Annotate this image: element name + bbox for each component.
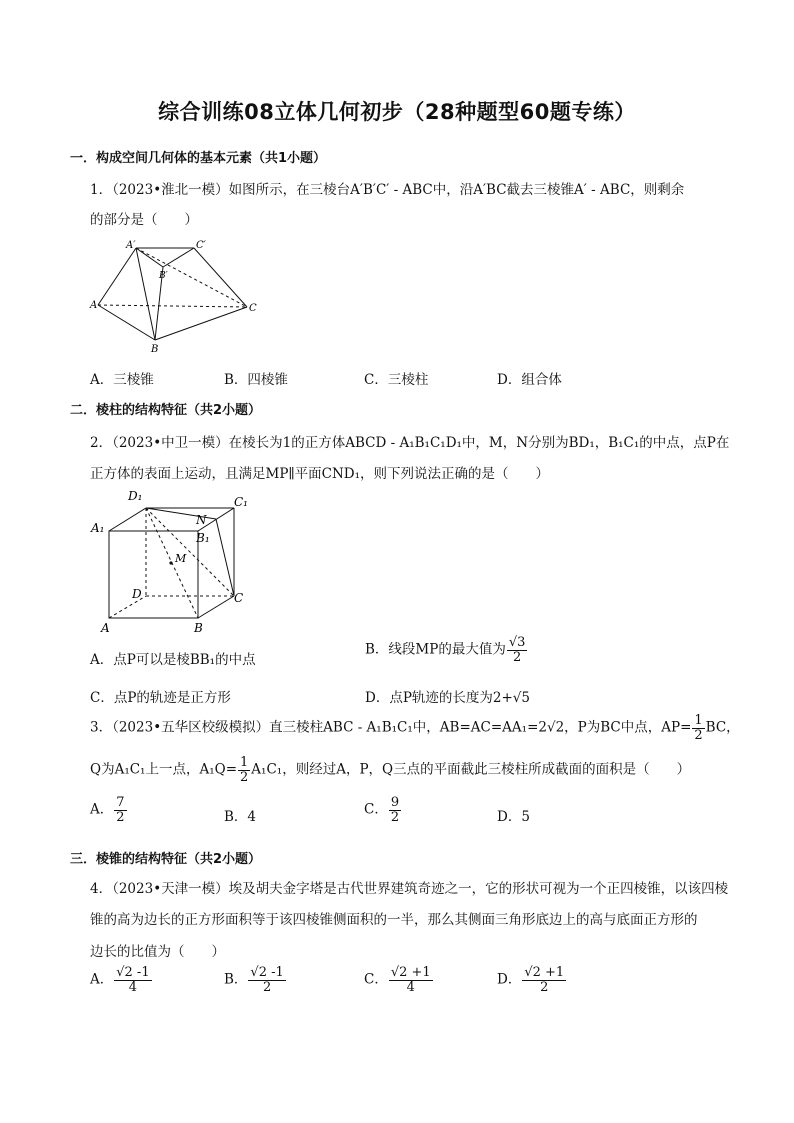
q1-fig-label-A: A — [90, 300, 98, 311]
q4-option-c — [364, 966, 434, 994]
q3-option-c-denominator: 2 — [390, 809, 400, 825]
q3-option-c — [364, 796, 402, 824]
q2-fig-label-A1: A₁ — [91, 521, 105, 535]
q4-option-d-label: D． — [497, 971, 522, 988]
q4-option-c-fraction — [389, 966, 433, 994]
q3-option-a — [90, 796, 128, 824]
q4-line-2: 锥的高为边长的正方形面积等于该四棱锥侧面积的一半，那么其侧面三角形底边上的高与底面正方形的 — [90, 912, 698, 928]
q4-option-c-numerator: √2 +1 — [390, 965, 431, 980]
q3-option-c-fraction — [389, 796, 401, 824]
q1-option-d: D．组合体 — [497, 372, 562, 388]
q4-option-d-denominator: 2 — [540, 979, 549, 995]
q3-line-1 — [90, 714, 740, 742]
q4-option-a-label: A． — [90, 971, 114, 988]
q3-line-1-tail: BC， — [705, 719, 740, 736]
section-heading-1: 一．构成空间几何体的基本元素（共1小题） — [70, 151, 327, 166]
q3-line-2-fraction — [238, 756, 250, 784]
q3-option-a-label: A． — [90, 801, 114, 818]
q4-option-a-fraction — [114, 966, 151, 994]
q3-option-c-numerator: 9 — [390, 795, 400, 810]
q4-option-b-numerator: √2 -1 — [250, 965, 284, 980]
q3-line-2-denominator: 2 — [240, 769, 249, 785]
q2-line-2: 正方体的表面上运动，且满足MP∥平面CND₁，则下列说法正确的是（ ） — [90, 466, 550, 482]
section-heading-3: 三．棱锥的结构特征（共2小题） — [70, 852, 262, 867]
q1-fig-label-B: B — [151, 344, 159, 355]
q3-line-1-fraction — [692, 714, 704, 742]
q4-option-c-label: C． — [364, 971, 388, 988]
q4-option-d — [497, 966, 567, 994]
q2-option-c: C．点P的轨迹是正方形 — [90, 690, 231, 706]
q3-option-a-fraction — [114, 796, 126, 824]
q2-option-b — [365, 636, 528, 664]
q1-line-2: 的部分是（ ） — [90, 212, 198, 228]
q2-fig-label-D1: D₁ — [128, 489, 143, 503]
q1-option-a: A．三棱锥 — [90, 372, 154, 388]
q3-option-a-numerator: 7 — [116, 795, 125, 810]
section-heading-2: 二．棱柱的结构特征（共2小题） — [70, 403, 262, 418]
q1-fig-label-C: C — [249, 303, 257, 314]
q2-fig-label-A: A — [101, 621, 110, 635]
q2-option-b-numerator: √3 — [508, 635, 526, 650]
q2-option-b-fraction — [507, 636, 528, 664]
q4-option-b — [224, 966, 287, 994]
q4-line-1: 4．（2023•天津一模）埃及胡夫金字塔是古代世界建筑奇迹之一，它的形状可视为一个正四棱锥，以该四棱 — [90, 881, 729, 897]
q3-line-2-text: Q为A₁C₁上一点，A₁Q= — [90, 761, 238, 778]
q3-line-2 — [90, 756, 690, 784]
q1-fig-label-C1: C′ — [196, 240, 206, 251]
q2-line-1: 2．（2023•中卫一模）在棱长为1的正方体ABCD - A₁B₁C₁D₁中，M，N分别为BD₁，B₁C₁的中点，点P在 — [90, 435, 730, 451]
q4-option-d-fraction — [522, 966, 566, 994]
q4-line-3: 边长的比值为（ ） — [90, 944, 225, 960]
q4-option-d-numerator: √2 +1 — [524, 965, 565, 980]
q2-fig-label-N: N — [196, 513, 207, 527]
q4-option-b-label: B． — [224, 971, 248, 988]
q1-line-1: 1．（2023•淮北一模）如图所示，在三棱台A′B′C′ - ABC中，沿A′BC截去三棱锥A′ - ABC，则剩余 — [90, 182, 685, 198]
q2-fig-label-M: M — [175, 552, 187, 565]
q3-option-a-denominator: 2 — [116, 809, 125, 825]
q4-option-a-denominator: 4 — [128, 979, 138, 995]
q1-frustum-figure — [88, 238, 268, 358]
q4-option-a — [90, 966, 153, 994]
q1-fig-label-A1: A′ — [126, 240, 136, 251]
q1-fig-label-B1: B′ — [159, 271, 168, 281]
q3-line-1-numerator: 1 — [694, 713, 703, 728]
q3-option-d: D．5 — [497, 809, 530, 825]
q4-option-a-numerator: √2 -1 — [116, 965, 150, 980]
q3-line-2-numerator: 1 — [240, 755, 249, 770]
page-title: 综合训练08立体几何初步（28种题型60题专练） — [158, 100, 636, 124]
q3-option-c-label: C． — [364, 801, 388, 818]
q1-option-c: C．三棱柱 — [364, 372, 429, 388]
q4-option-b-denominator: 2 — [262, 979, 272, 995]
q3-line-1-denominator: 2 — [694, 727, 703, 743]
q3-line-1-text: 3．（2023•五华区校级模拟）直三棱柱ABC - A₁B₁C₁中，AB=AC=AA₁=2√2，P为BC中点，AP= — [90, 719, 692, 736]
q2-option-a: A．点P可以是棱BB₁的中点 — [90, 652, 256, 668]
q3-option-b: B．4 — [224, 809, 257, 825]
q3-line-2-tail: A₁C₁，则经过A，P，Q三点的平面截此三棱柱所成截面的面积是（ ） — [251, 761, 691, 778]
q2-fig-label-B1: B₁ — [196, 531, 210, 545]
q4-option-b-fraction — [248, 966, 285, 994]
q2-fig-label-B: B — [194, 621, 203, 635]
q4-option-c-denominator: 4 — [406, 979, 415, 995]
q2-option-d: D．点P轨迹的长度为2+√5 — [365, 690, 530, 706]
q2-fig-label-D: D — [132, 587, 142, 601]
q2-fig-label-C1: C₁ — [234, 495, 248, 509]
q1-option-b: B．四棱锥 — [224, 372, 288, 388]
q2-option-b-text: B．线段MP的最大值为 — [365, 641, 506, 658]
q2-cube-figure — [88, 488, 258, 636]
q2-option-b-denominator: 2 — [512, 649, 522, 665]
q2-fig-label-C: C — [234, 591, 244, 605]
